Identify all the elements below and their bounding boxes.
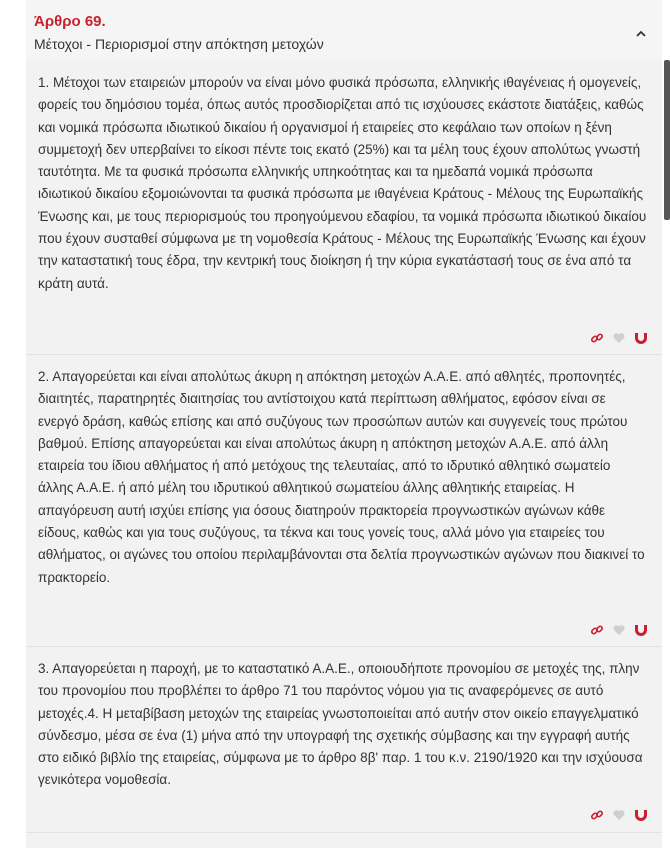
paragraph-1: 1. Μέτοχοι των εταιρειών μπορούν να είναι μόνο φυσικά πρόσωπα, ελληνικής ιθαγένειας ή ομογενείς, φορείς του δημόσιου τομέα, όπως αυτός προσδιορίζεται από τις ισχύουσες εκάστοτε διατάξεις, καθώς και νομικά πρόσωπα ιδιωτικού δικαίου ή οργανισμοί ή εταιρείες στο κεφάλαιο των οποίων η ξένη συμμετοχή δεν υπερβαίνει το είκοσι πέντε τοις εκατό (25%) και τα μέλη τους έχουν απολύτως γνωστή ταυτότητα. Με τα φυσικά πρόσωπα ελληνικής υπηκοότητας και τα ημεδαπά νομικά πρόσωπα ιδιωτικού δικαίου εξομοιώνονται τα φυσικά πρόσωπα με ιθαγένεια Κράτους - Μέλους της Ευρωπαϊκής Ένωσης και, με τους περιορισμούς του προηγούμενου εδαφίου, τα νομικά πρόσωπα ιδιωτικού δικαίου που έχουν συσταθεί σύμφωνα με τη νομοθεσία Κράτους - Μέλους της Ευρωπαϊκής Ένωσης και έχουν την καταστατική τους έδρα, την κεντρική τους διοίκηση ή την κύρια εγκατάστασή τους σε ένα από τα κράτη αυτά. xyxy=(38,75,647,291)
divider xyxy=(26,832,662,833)
paragraph-2: 2. Απαγορεύεται και είναι απολύτως άκυρη η απόκτηση μετοχών Α.Α.Ε. από αθλητές, προπονητές, διαιτητές, παρατηρητές διαιτησίας του αντίστοιχου κατά περίπτωση αθλήματος, εφόσον είναι σε ενεργό δράση, καθώς επίσης και από συζύγους των προσώπων αυτών και συγγενείς τους πρώτου βαθμού. Επίσης απαγορεύεται και είναι απολύτως άκυρη η απόκτηση μετοχών Α.Α.Ε. από άλλη εταιρεία του ίδιου αθλήματος ή από μετόχους της τελευταίας, από το ιδρυτικό αθλητικό σωματείο άλλης Α.Α.Ε. ή από μέλη του ιδρυτικού αθλητικού σωματείου άλλης αθλητικής εταιρείας. Η απαγόρευση αυτή ισχύει επίσης για όσους διατηρούν πρακτορεία προγνωστικών αγώνων κάθε είδους, καθώς και για τους συζύγους, τα τέκνα και τους γονείς τους, αλλά μόνο για εταιρείες του αθλήματος, οι αγώνες του οποίου περιλαμβάνονται στα δελτία προγνωστικών αγώνων που διακινεί το πρακτορείο. xyxy=(38,369,645,585)
article-body xyxy=(26,60,662,848)
article-number: Άρθρο 69. xyxy=(34,13,106,30)
link-icon[interactable] xyxy=(590,808,604,822)
link-icon[interactable] xyxy=(590,623,604,637)
chevron-up-icon[interactable] xyxy=(634,27,648,41)
article-title: Μέτοχοι - Περιορισμοί στην απόκτηση μετοχών xyxy=(34,36,324,52)
paragraph-2-actions xyxy=(590,622,648,638)
paragraph-1-actions xyxy=(590,330,648,346)
paragraph-3: 3. Απαγορεύεται η παροχή, με το καταστατικό Α.Α.Ε., οποιουδήποτε προνομίου σε μετοχές της, πλην του προνομίου που προβλέπει το άρθρο 71 του παρόντος νόμου για τις αναφερόμενες σε αυτό μετοχές.4. Η μεταβίβαση μετοχών της εταιρείας γνωστοποιείται από αυτήν στον οικείο επαγγελματικό σύνδεσμο, μέσα σε ένα (1) μήνα από την υπογραφή της σχετικής σύμβασης και την εγγραφή αυτής στο ειδικό βιβλίο της εταιρείας, σύμφωνα με το άρθρο 8β' παρ. 1 του κ.ν. 2190/1920 και την ισχύουσα γενικότερα νομοθεσία. xyxy=(38,661,643,788)
link-icon[interactable] xyxy=(590,331,604,345)
article-header[interactable] xyxy=(26,0,662,60)
paragraph-3-actions xyxy=(590,807,648,823)
magnet-icon[interactable] xyxy=(634,331,648,345)
magnet-icon[interactable] xyxy=(634,623,648,637)
heart-icon[interactable] xyxy=(612,808,626,822)
magnet-icon[interactable] xyxy=(634,808,648,822)
scrollbar[interactable] xyxy=(664,60,670,220)
heart-icon[interactable] xyxy=(612,331,626,345)
divider xyxy=(26,646,662,647)
divider xyxy=(26,354,662,355)
heart-icon[interactable] xyxy=(612,623,626,637)
